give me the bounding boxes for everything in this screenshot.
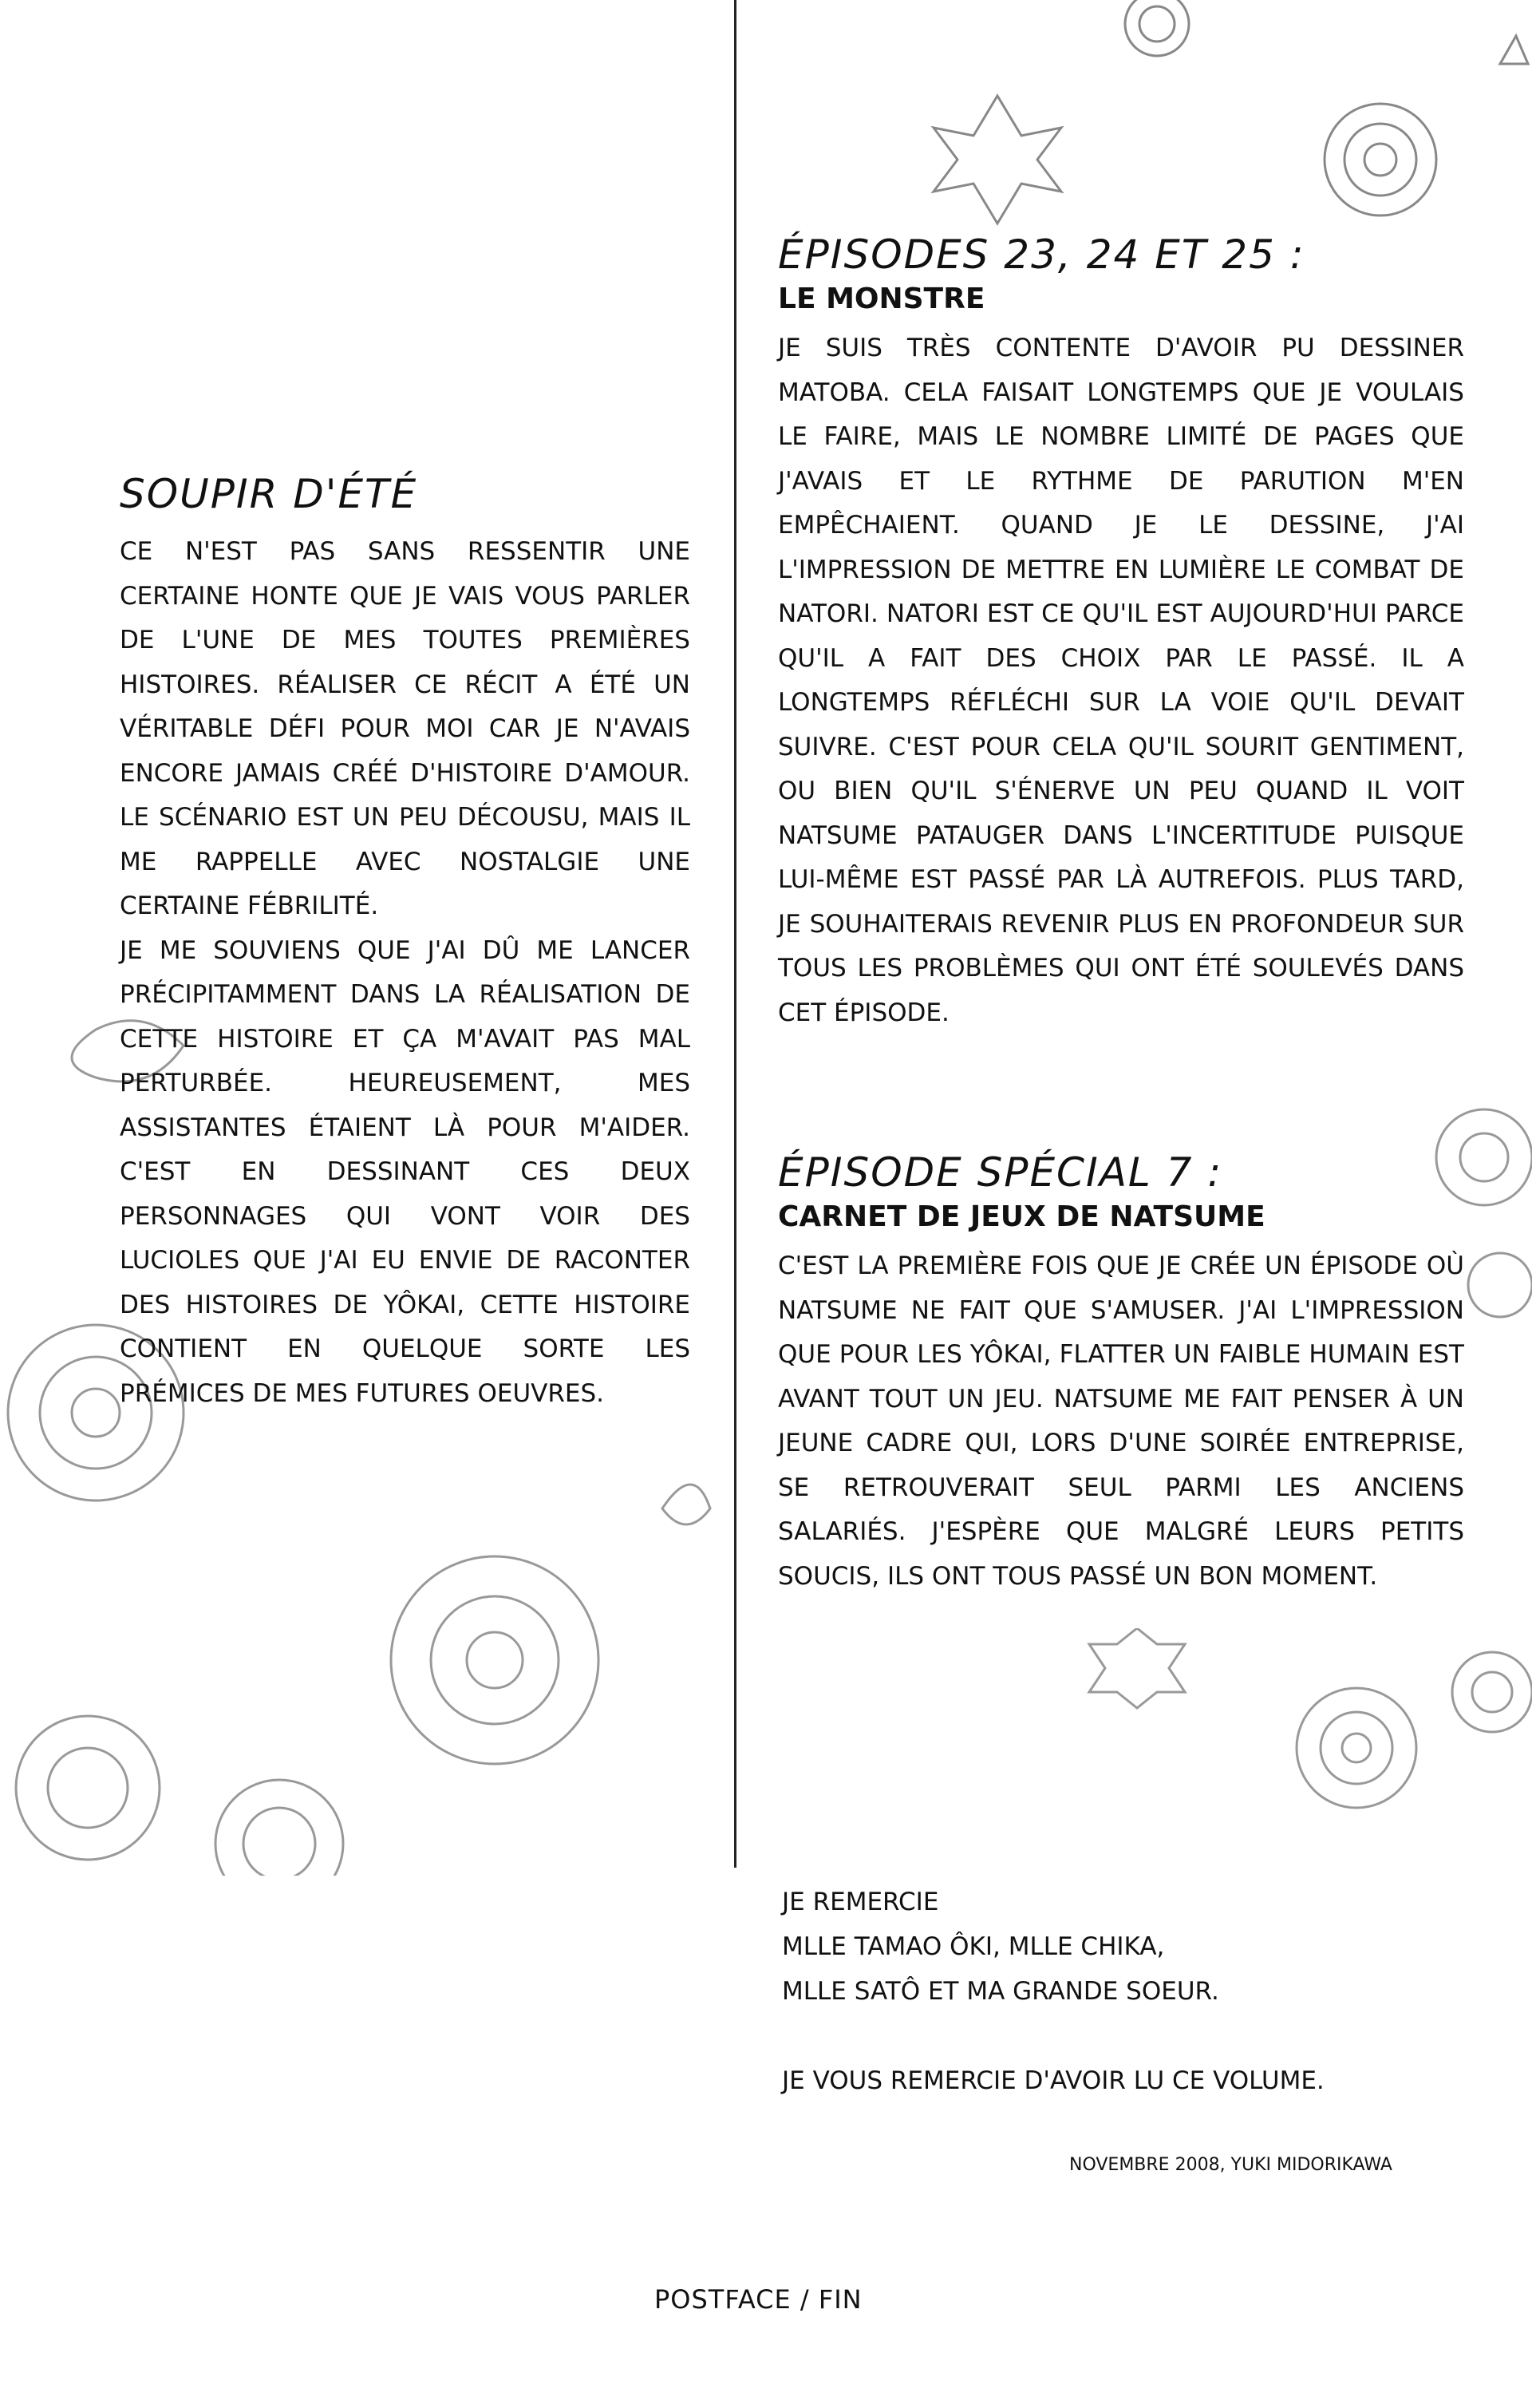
column-divider	[734, 0, 736, 1868]
floral-illustration-bottom-right	[958, 1628, 1532, 1820]
paragraph: JE SUIS TRÈS CONTENTE D'AVOIR PU DESSINER MATOBA. CELA FAISAIT LONGTEMPS QUE JE VOULAIS LE FAIRE, MAIS LE NOMBRE LIMITÉ DE PAGES QUE J'AVAIS ET LE RYTHME DE PARUTION M'EN EMPÊCHAIENT. QUAND JE LE DESSINE, J'AI L'IMPRESSION DE METTRE EN LUMIÈRE LE COMBAT DE NATORI. NATORI EST CE QU'IL EST AUJOURD'HUI PARCE QU'IL A FAIT DES CHOIX PAR LE PASSÉ. IL A LONGTEMPS RÉFLÉCHI SUR LA VOIE QU'IL DEVAIT SUIVRE. C'EST POUR CELA QU'IL SOURIT GENTIMENT, OU BIEN QU'IL S'ÉNERVE UN PEU QUAND IL VOIT NATSUME PATAUGER DANS L'INCERTITUDE PUISQUE LUI-MÊME EST PASSÉ PAR LÀ AUTREFOIS. PLUS TARD, JE SOUHAITERAIS REVENIR PLUS EN PROFONDEUR SUR TOUS LES PROBLÈMES QUI ONT ÉTÉ SOULEVÉS DANS CET ÉPISODE.	[778, 334, 1464, 1027]
paragraph: C'EST LA PREMIÈRE FOIS QUE JE CRÉE UN ÉPISODE OÙ NATSUME NE FAIT QUE S'AMUSER. J'AI L'IMPRESSION QUE POUR LES YÔKAI, FLATTER UN FAIBLE HUMAIN EST AVANT TOUT UN JEU. NATSUME ME FAIT PENSER À UN JEUNE CADRE QUI, LORS D'UNE SOIRÉE ENTREPRISE, SE RETROUVERAIT SEUL PARMI LES ANCIENS SALARIÉS. J'ESPÈRE QUE MALGRÉ LEURS PETITS SOUCIS, ILS ONT TOUS PASSÉ UN BON MOMENT.	[778, 1251, 1464, 1591]
section-title: SOUPIR D'ÉTÉ	[120, 471, 418, 517]
section-episode-special	[778, 1149, 1464, 1599]
signature: NOVEMBRE 2008, YUKI MIDORIKAWA	[1068, 2155, 1392, 2175]
paragraph: CE N'EST PAS SANS RESSENTIR UNE CERTAINE HONTE QUE JE VAIS VOUS PARLER DE L'UNE DE MES TOUTES PREMIÈRES HISTOIRES. RÉALISER CE RÉCIT A ÉTÉ UN VÉRITABLE DÉFI POUR MOI CAR JE N'AVAIS ENCORE JAMAIS CRÉÉ D'HISTOIRE D'AMOUR. LE SCÉNARIO EST UN PEU DÉCOUSU, MAIS IL ME RAPPELLE AVEC NOSTALGIE UNE CERTAINE FÉBRILITÉ.	[120, 537, 690, 920]
section-subtitle: CARNET DE JEUX DE NATSUME	[778, 1200, 1265, 1233]
section-title: ÉPISODES 23, 24 ET 25 :	[778, 231, 1305, 278]
floral-illustration-top-right	[798, 0, 1532, 263]
section-soupir	[120, 471, 690, 1416]
end-label: POSTFACE / FIN	[654, 2284, 863, 2315]
thanks-line: MLLE SATÔ ET MA GRANDE SOEUR.	[782, 1977, 1219, 2006]
acknowledgements	[782, 1880, 1325, 2103]
thanks-line: JE REMERCIE	[782, 1888, 939, 1916]
thanks-line: MLLE TAMAO ÔKI, MLLE CHIKA,	[782, 1932, 1165, 1961]
section-le-monstre	[778, 231, 1464, 1035]
section-title: ÉPISODE SPÉCIAL 7 :	[778, 1149, 1223, 1196]
section-subtitle: LE MONSTRE	[778, 283, 985, 315]
paragraph: JE ME SOUVIENS QUE J'AI DÛ ME LANCER PRÉCIPITAMMENT DANS LA RÉALISATION DE CETTE HISTOIRE ET ÇA M'AVAIT PAS MAL PERTURBÉE. HEUREUSEMENT, MES ASSISTANTES ÉTAIENT LÀ POUR M'AIDER. C'EST EN DESSINANT CES DEUX PERSONNAGES QUI VONT VOIR DES LUCIOLES QUE J'AI EU ENVIE DE RACONTER DES HISTOIRES DE YÔKAI, CETTE HISTOIRE CONTIENT EN QUELQUE SORTE LES PRÉMICES DE MES FUTURES OEUVRES.	[120, 935, 690, 1408]
thanks-line: JE VOUS REMERCIE D'AVOIR LU CE VOLUME.	[782, 2066, 1325, 2095]
